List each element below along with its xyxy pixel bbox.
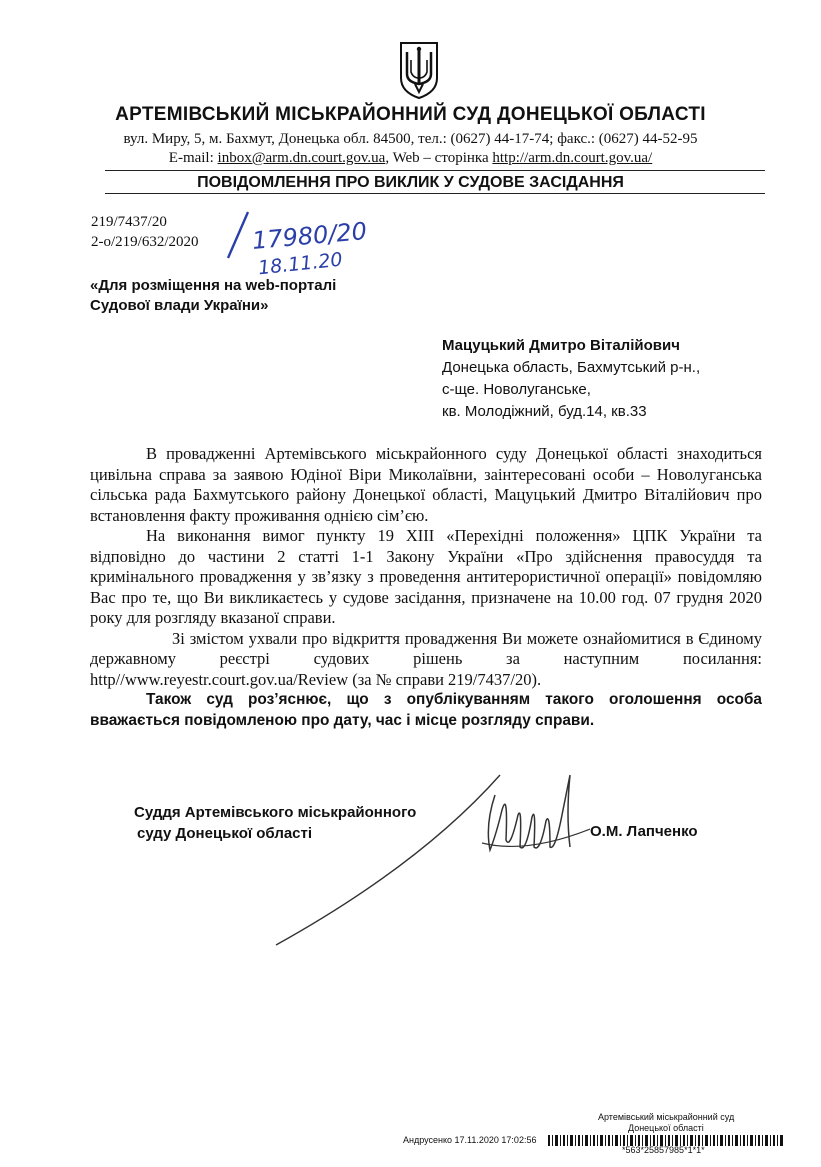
publication-note-line: Судової влади України»	[90, 297, 269, 314]
web-link[interactable]: http://arm.dn.court.gov.ua/	[492, 150, 653, 166]
handwritten-registration-number: 17980/20	[250, 217, 368, 255]
handwritten-slash	[222, 210, 252, 260]
barcode	[548, 1133, 786, 1144]
recipient-address-line: с-ще. Новолуганське,	[442, 381, 591, 398]
title-divider	[105, 193, 765, 194]
judge-name: О.М. Лапченко	[590, 823, 698, 840]
body-paragraph: В провадженні Артемівського міськрайонного суду Донецької області знаходиться цивільна справа за заявою Юдіної Віри Миколаївни, заінтересовані особи – Новолуганська сільська рада Бахмутського району Донецької області, Мацуцький Дмитро Віталійович про встановлення факту проживання однією сім’єю.	[90, 444, 762, 525]
stamp-operator: Андрусенко 17.11.2020 17:02:56	[403, 1135, 537, 1145]
recipient-address-line: Донецька область, Бахмутський р-н.,	[442, 359, 701, 376]
handwritten-signature	[270, 755, 590, 950]
case-number: 219/7437/20	[91, 214, 167, 230]
publication-note	[90, 276, 336, 316]
email-prefix: E-mail:	[168, 150, 218, 166]
recipient-name: Мацуцький Дмитро Віталійович	[442, 337, 680, 354]
judge-title-line: суду Донецької області	[137, 825, 313, 842]
notice-body	[90, 444, 762, 731]
publication-note-line: «Для розміщення на web-порталі	[90, 277, 337, 294]
court-contacts	[0, 150, 821, 167]
notice-title: ПОВІДОМЛЕННЯ ПРО ВИКЛИК У СУДОВЕ ЗАСІДАННЯ	[197, 174, 624, 191]
handwritten-registration-date: 18.11.20	[257, 248, 344, 280]
body-paragraph-emphasis: Також суд роз’яснює, що з опублікуванням такого оголошення особа вважається повідомленою про дату, час і місце розгляду справи.	[90, 691, 762, 729]
court-address: вул. Миру, 5, м. Бахмут, Донецька обл. 84500, тел.: (0627) 44-17-74; факс.: (0627) 44-52-95	[123, 131, 698, 147]
court-name: АРТЕМІВСЬКИЙ МІСЬКРАЙОННИЙ СУД ДОНЕЦЬКОЇ ОБЛАСТІ	[115, 104, 706, 125]
header-divider	[105, 170, 765, 171]
body-paragraph: Зі змістом ухвали про відкриття провадження Ви можете ознайомитися в Єдиному державному реєстрі судових рішень за наступним посилання: http//www.reyestr.court.gov.ua/Review (за № справи 219/7437/20).	[90, 628, 762, 689]
stamp-court-line: Донецької області	[628, 1123, 704, 1133]
judge-title-line: Суддя Артемівського міськрайонного	[134, 804, 417, 821]
stamp-court-line: Артемівський міськрайонний суд	[598, 1112, 735, 1122]
recipient-block	[442, 335, 700, 423]
coat-of-arms-emblem	[397, 40, 441, 100]
email-link[interactable]: inbox@arm.dn.court.gov.ua	[217, 150, 386, 166]
body-paragraph: На виконання вимог пункту 19 ХІІІ «Перехідні положення» ЦПК України та відповідно до частини 2 статті 1-1 Закону України «Про здійснення правосуддя та кримінального провадження у зв’язку з проведення антитерористичної операції» повідомляю Вас про те, що Ви викликаєтесь у судове засідання, призначене на 10.00 год. 07 грудня 2020 року для розгляду вказаної справи.	[90, 526, 762, 627]
stamp-code: *563*25857985*1*1*	[622, 1145, 705, 1155]
web-prefix: , Web – сторінка	[385, 150, 493, 166]
recipient-address-line: кв. Молодіжний, буд.14, кв.33	[442, 403, 647, 420]
proceeding-number: 2-о/219/632/2020	[91, 234, 199, 250]
